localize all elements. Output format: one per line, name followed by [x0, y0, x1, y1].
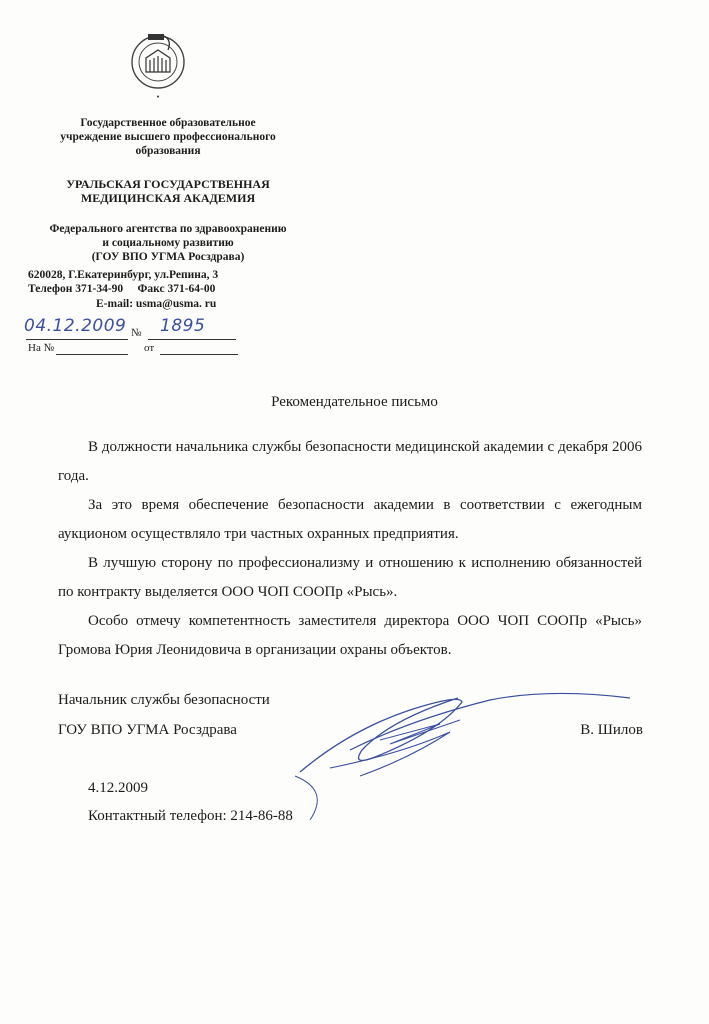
number-line [148, 339, 236, 340]
academy-name: УРАЛЬСКАЯ ГОСУДАРСТВЕННАЯ МЕДИЦИНСКАЯ АКАДЕМИЯ [66, 177, 270, 205]
from-label: от [144, 342, 155, 354]
agency-name: Федерального агентства по здравоохранению и социальному развитию (ГОУ ВПО УГМА Росздрава) [49, 223, 287, 263]
signer-organization: ГОУ ВПО УГМА Росздрава [58, 722, 237, 738]
letter-date: 4.12.2009 [88, 780, 148, 796]
date-line [26, 339, 128, 340]
institution-name: Государственное образовательное учреждение высшего профессионального образования [60, 117, 276, 157]
handwritten-signature [290, 680, 650, 830]
paragraph: За это время обеспечение безопасности академии в соответствии с ежегодным аукционом осуществляло три частных охранных предприятия. [58, 497, 642, 542]
address: 620028, Г.Екатеринбург, ул.Репина, 3 [28, 269, 219, 281]
signer-position: Начальник службы безопасности [58, 692, 270, 708]
svg-text:●: ● [156, 95, 160, 100]
email: E-mail: usma@usma. ru [96, 298, 217, 310]
number-sign: № [131, 327, 142, 339]
paragraph: В должности начальника службы безопасности медицинской академии с декабря 2006 года. [58, 439, 642, 484]
contact-phone: Контактный телефон: 214-86-88 [88, 808, 293, 824]
phone-fax: Телефон 371-34-90 Факс 371-64-00 [28, 283, 216, 295]
handwritten-number: 1895 [160, 316, 206, 336]
university-seal-icon [128, 28, 188, 100]
letter-title: Рекомендательное письмо [271, 394, 438, 410]
handwritten-date: 04.12.2009 [24, 316, 127, 336]
paragraph: Особо отмечу компетентность заместителя директора ООО ЧОП СООПр «Рысь» Громова Юрия Леонидовича в организации охраны объектов. [58, 613, 642, 658]
paragraph: В лучшую сторону по профессионализму и отношению к исполнению обязанностей по контракту выделяется ООО ЧОП СООПр «Рысь». [58, 555, 642, 600]
reference-line [56, 354, 128, 355]
reference-label: На № [28, 342, 55, 354]
signer-name: В. Шилов [580, 722, 643, 738]
letter-body [58, 433, 642, 665]
from-line [160, 354, 238, 355]
